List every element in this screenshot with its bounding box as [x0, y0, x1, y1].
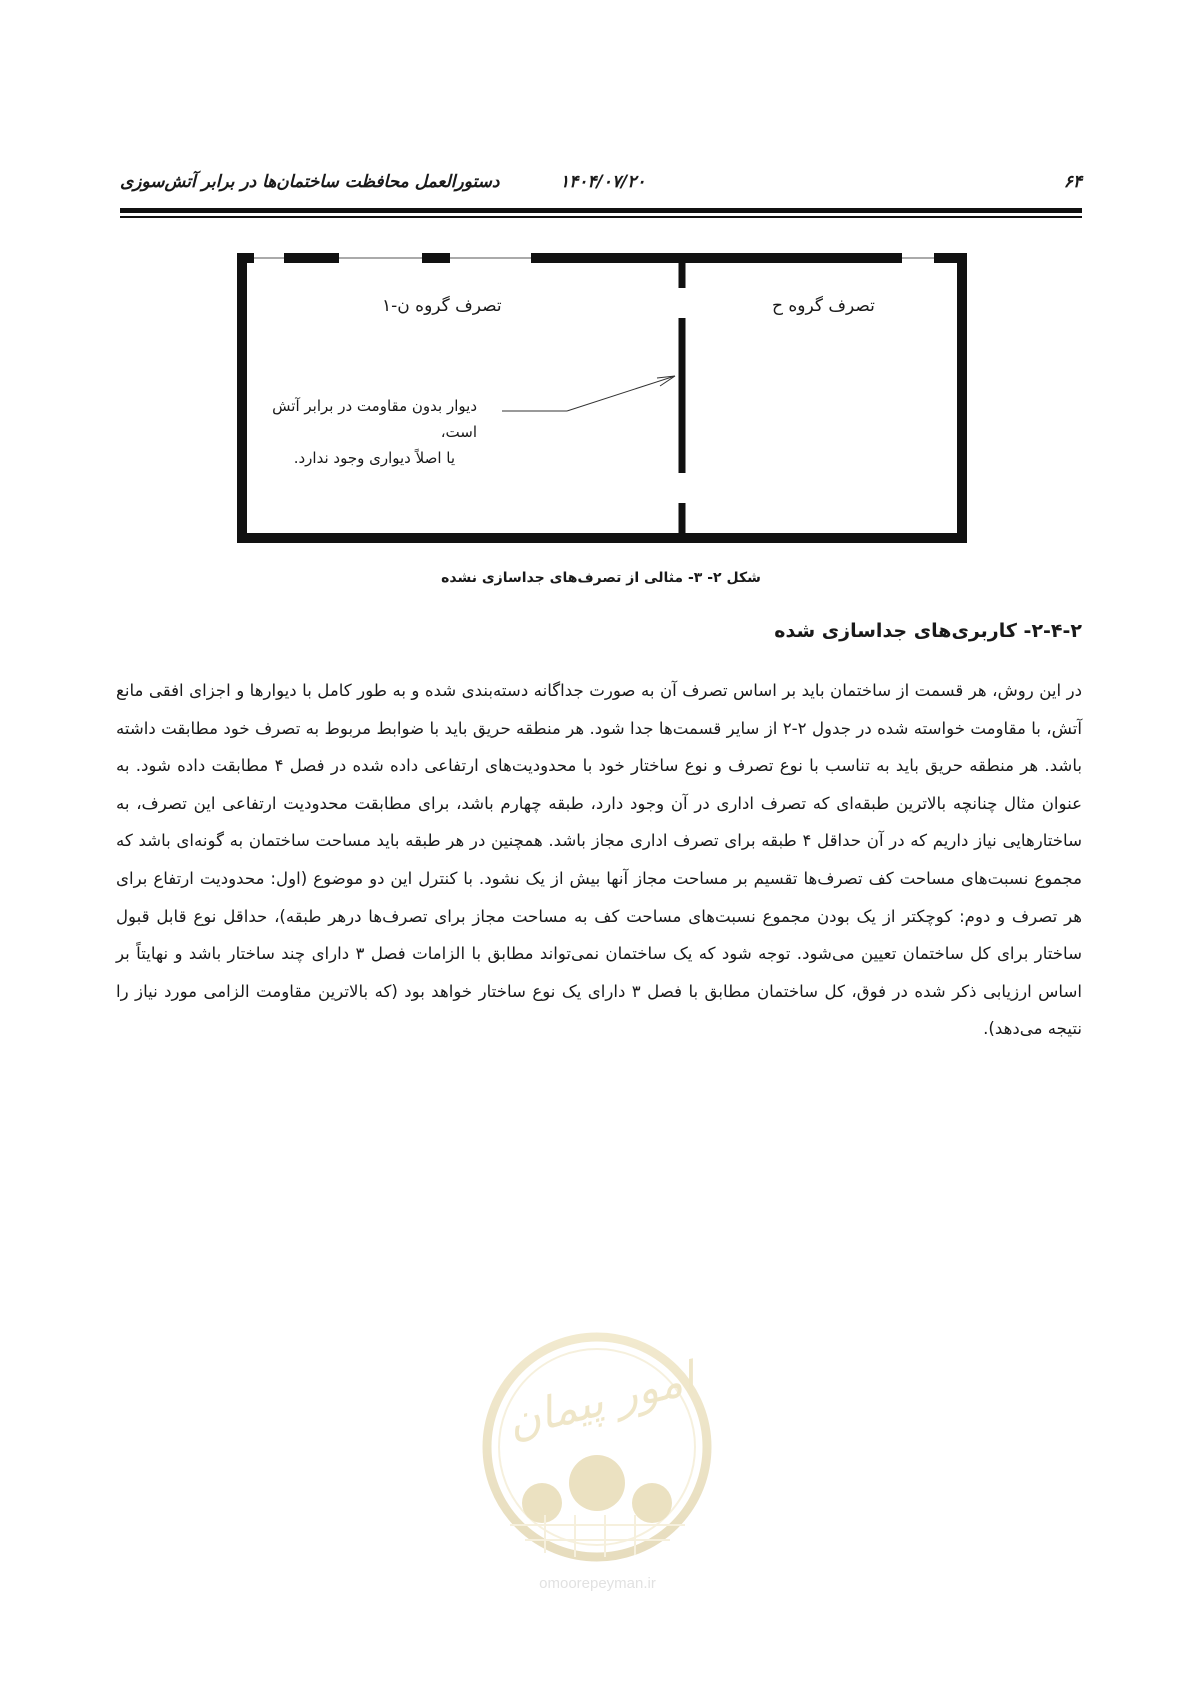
floor-plan-figure — [232, 248, 972, 548]
wall-note-line-2: یا اصلاً دیواری وجود ندارد. — [293, 449, 455, 467]
page-number: ۶۴ — [1063, 172, 1082, 192]
header-rule-thick — [120, 208, 1082, 213]
body-paragraph: در این روش، هر قسمت از ساختمان باید بر اساس تصرف آن به صورت جداگانه دسته‌بندی شده و به طور کامل با دیوارها و اجزای افقی مانع آتش، با مقاومت خواسته شده در جدول ۲-۲ از سایر قسمت‌ها جدا شود. هر منطقه حریق باید با ضوابط مربوط به تصرف خود مطابقت داشته باشد. هر منطقه حریق باید به تناسب با نوع تصرف و نوع ساختار خود با محدودیت‌های ارتفاعی داده شده در فصل ۴ مطابقت داده شود. به عنوان مثال چنانچه بالاترین طبقه‌ای که تصرف اداری در آن وجود دارد، طبقه چهارم باشد، برای مطابقت محدودیت ارتفاعی این تصرف، به ساختارهایی نیاز داریم که در آن حداقل ۴ طبقه برای تصرف اداری مجاز باشد. همچنین در هر طبقه باید مساحت ساختمان به گونه‌ای باشد که مجموع نسبت‌های مساحت کف تصرف‌ها تقسیم بر مساحت مجاز آنها بیش از یک نشود. با کنترل این دو موضوع (اول: محدودیت ارتفاع برای هر تصرف و دوم: کوچکتر از یک بودن مجموع نسبت‌های مساحت کف به مساحت مجاز برای تصرف‌ها درهر طبقه)، حداقل نوع قابل قبول ساختار برای کل ساختمان تعیین می‌شود. توجه شود که یک ساختمان نمی‌تواند مطابق با الزامات فصل ۳ دارای چند ساختار باشد و نهایتاً بر اساس ارزیابی ذکر شده در فوق، کل ساختمان مطابق با فصل ۳ دارای یک نوع ساختار خواهد بود (که بالاترین مقاومت الزامی مورد نیاز را نتیجه می‌دهد). — [116, 681, 1083, 1039]
document-title: دستورالعمل محافظت ساختمان‌ها در برابر آتش‌سوزی — [120, 172, 500, 192]
wall-note-line-1: دیوار بدون مقاومت در برابر آتش است، — [272, 397, 477, 441]
room-label-right: تصرف گروه ح — [772, 296, 875, 316]
section-heading: ۲-۴-۲- کاربری‌های جداسازی شده — [774, 620, 1082, 642]
page-header — [120, 172, 1082, 202]
watermark-url: omoorepeyman.ir — [539, 1575, 656, 1592]
svg-text:امور پیمان: امور پیمان — [502, 1352, 700, 1449]
room-label-left: تصرف گروه ن-۱ — [382, 296, 502, 316]
header-date: ۱۴۰۴/۰۷/۲۰ — [560, 172, 646, 192]
figure-caption: شکل ۲- ۳- مثالی از تصرف‌های جداسازی نشده — [441, 570, 761, 586]
watermark-logo-icon — [470, 1325, 725, 1570]
watermark — [470, 1325, 725, 1595]
header-rule-thin — [120, 216, 1082, 218]
wall-note — [232, 393, 477, 471]
